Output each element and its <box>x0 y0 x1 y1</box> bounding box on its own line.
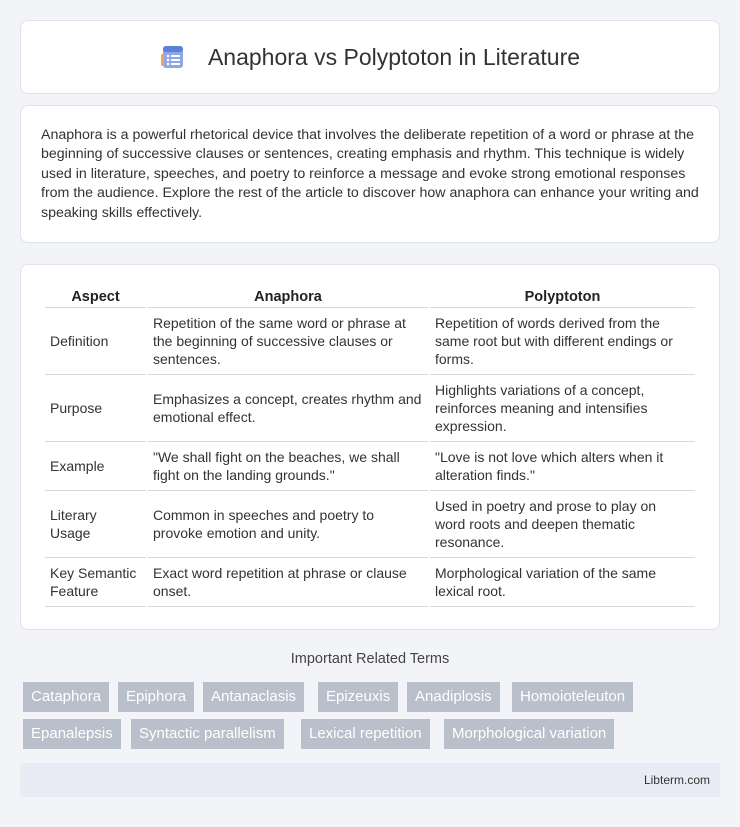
related-term-tag[interactable]: Epanalepsis <box>23 719 121 749</box>
table-cell: Common in speeches and poetry to provoke emotion and unity. <box>148 491 428 558</box>
table-cell: Morphological variation of the same lexical root. <box>430 558 695 607</box>
related-term-tag[interactable]: Homoioteleuton <box>512 682 633 712</box>
table-row <box>45 558 695 607</box>
table-row <box>45 442 695 491</box>
related-term-tag[interactable]: Epizeuxis <box>318 682 398 712</box>
table-cell: Used in poetry and prose to play on word roots and deepen thematic resonance. <box>430 491 695 558</box>
intro-text: Anaphora is a powerful rhetorical device that involves the deliberate repetition of a word or phrase at the beginning of successive clauses or sentences, creating emphasis and rhythm. This technique is widely used in literature, speeches, and poetry to reinforce a message and evoke strong emotional responses from the audience. Explore the rest of the article to discover how anaphora can enhance your writing and speaking skills effectively. <box>41 127 699 221</box>
related-term-tag[interactable]: Cataphora <box>23 682 109 712</box>
table-header-row <box>45 283 695 308</box>
table-row <box>45 308 695 375</box>
column-header: Anaphora <box>148 283 428 308</box>
table-cell: "We shall fight on the beaches, we shall fight on the landing grounds." <box>148 442 428 491</box>
related-term-tag[interactable]: Lexical repetition <box>301 719 430 749</box>
related-term-tag[interactable]: Antanaclasis <box>203 682 304 712</box>
related-term-tag[interactable]: Epiphora <box>118 682 194 712</box>
related-term-tag[interactable]: Morphological variation <box>444 719 614 749</box>
footer <box>20 763 720 797</box>
table-row <box>45 491 695 558</box>
column-header: Polyptoton <box>430 283 695 308</box>
table-cell: Emphasizes a concept, creates rhythm and emotional effect. <box>148 375 428 442</box>
comparison-table <box>43 283 697 607</box>
table-cell: Literary Usage <box>45 491 146 558</box>
related-term-tag[interactable]: Anadiplosis <box>407 682 500 712</box>
document-list-icon <box>160 44 186 70</box>
table-cell: Key Semantic Feature <box>45 558 146 607</box>
table-cell: Repetition of words derived from the same root but with different endings or forms. <box>430 308 695 375</box>
table-cell: Purpose <box>45 375 146 442</box>
table-cell: Definition <box>45 308 146 375</box>
table-row <box>45 375 695 442</box>
table-cell: Exact word repetition at phrase or clause onset. <box>148 558 428 607</box>
table-cell: Highlights variations of a concept, reinforces meaning and intensifies expression. <box>430 375 695 442</box>
table-cell: "Love is not love which alters when it alteration finds." <box>430 442 695 491</box>
related-term-tag[interactable]: Syntactic parallelism <box>131 719 284 749</box>
table-cell: Example <box>45 442 146 491</box>
title-card <box>20 20 720 94</box>
comparison-card <box>20 264 720 630</box>
page-title: Anaphora vs Polyptoton in Literature <box>207 43 581 70</box>
table-cell: Repetition of the same word or phrase at the beginning of successive clauses or sentences. <box>148 308 428 375</box>
related-terms-heading: Important Related Terms <box>290 651 450 667</box>
footer-site-link[interactable]: Libterm.com <box>643 773 710 787</box>
intro-card <box>20 105 720 243</box>
column-header: Aspect <box>45 283 146 308</box>
